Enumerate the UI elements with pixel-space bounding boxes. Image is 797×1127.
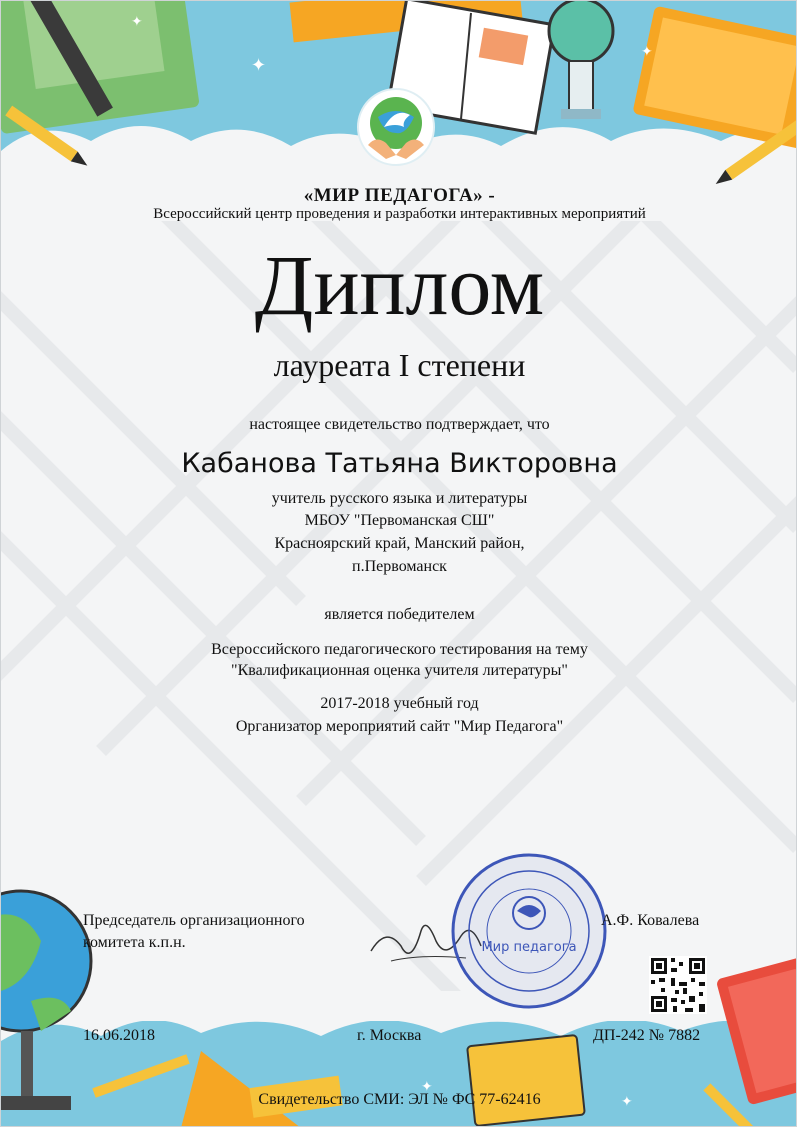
recipient-name: Кабанова Татьяна Викторовна [181, 448, 618, 479]
event-line-1: Всероссийского педагогического тестирования на тему [211, 641, 588, 658]
event-year: 2017-2018 учебный год [320, 695, 479, 712]
org-subtitle: Всероссийский центр проведения и разработки интерактивных мероприятий [153, 206, 646, 222]
diploma-title: Диплом [254, 237, 545, 333]
official-stamp [449, 851, 609, 1011]
recipient-locality: п.Первоманск [352, 558, 447, 575]
recipient-school: МБОУ "Первоманская СШ" [304, 512, 495, 529]
signer-role-line-2: комитета к.п.н. [83, 934, 186, 951]
qr-code [649, 956, 707, 1014]
media-registration: Свидетельство СМИ: ЭЛ № ФС 77-62416 [258, 1091, 541, 1108]
document-number: ДП-242 № 7882 [593, 1027, 701, 1044]
event-line-2: "Квалификационная оценка учителя литературы" [231, 662, 568, 679]
mir-pedagoga-logo [356, 87, 436, 167]
svg-text:✦: ✦ [131, 14, 143, 30]
issue-city: г. Москва [357, 1027, 422, 1044]
svg-text:✦: ✦ [641, 44, 653, 60]
recipient-position: учитель русского языка и литературы [271, 490, 528, 507]
issue-date: 16.06.2018 [83, 1027, 155, 1044]
svg-text:✦: ✦ [421, 1079, 433, 1095]
svg-text:✦: ✦ [251, 55, 267, 76]
stamp-label: Мир педагога [481, 940, 577, 955]
signer-name: А.Ф. Ковалева [601, 912, 700, 929]
signer-role-line-1: Председатель организационного [83, 912, 305, 929]
intro-text: настоящее свидетельство подтверждает, что [249, 416, 550, 433]
svg-text:✦: ✦ [621, 1094, 633, 1110]
org-name: «МИР ПЕДАГОГА» - [303, 185, 496, 206]
event-organizer: Организатор мероприятий сайт "Мир Педагога" [235, 718, 564, 735]
status-text: является победителем [324, 606, 475, 623]
recipient-region: Красноярский край, Манский район, [274, 535, 525, 552]
degree-subtitle: лауреата I степени [273, 347, 526, 383]
